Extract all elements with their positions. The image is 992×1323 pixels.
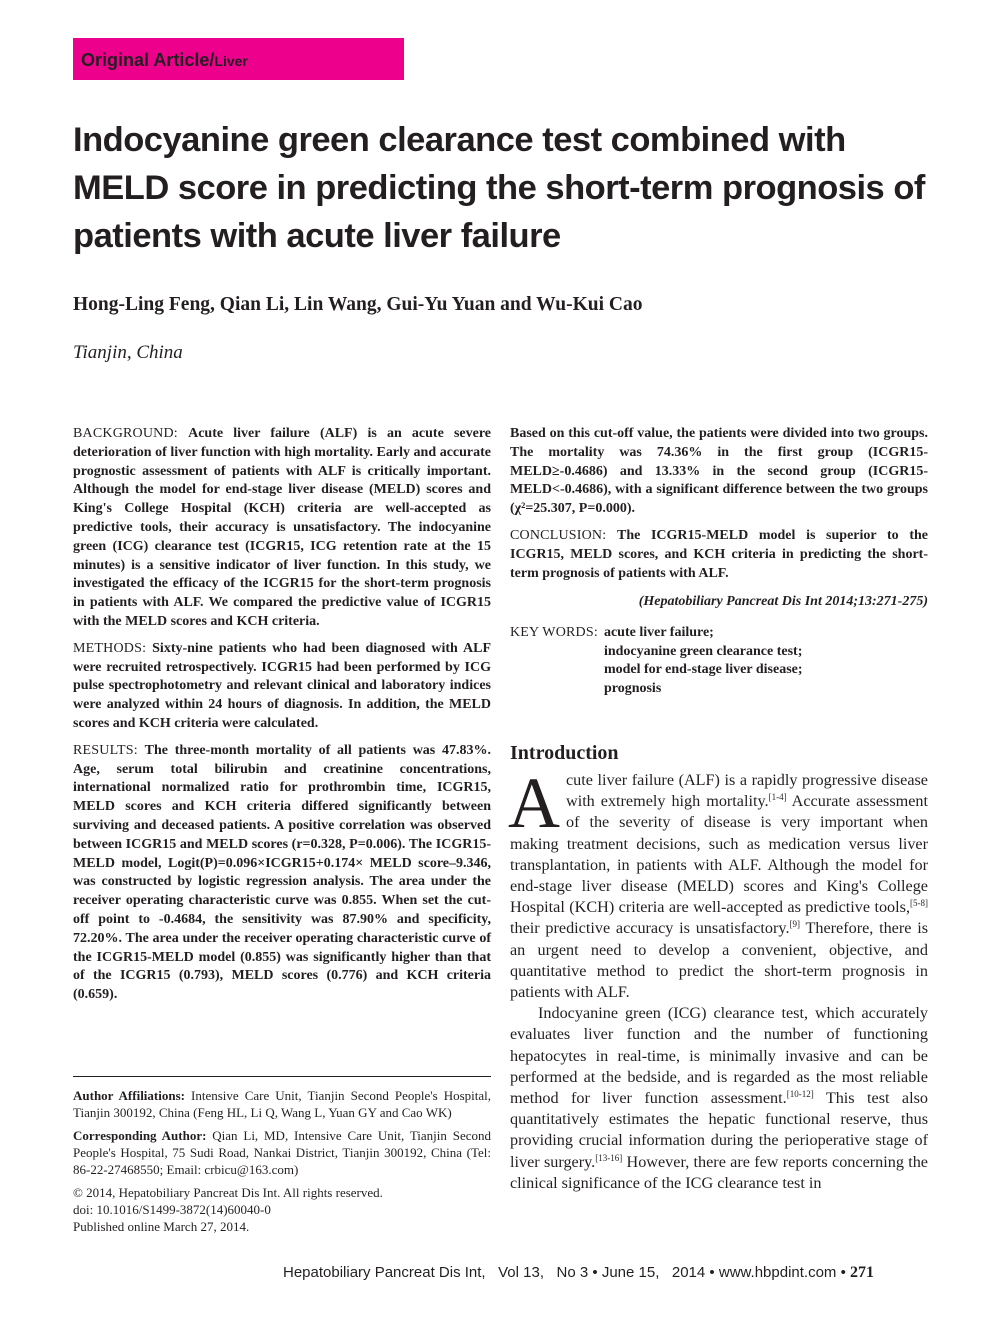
- abstract-right-column: [510, 425, 928, 699]
- keyword-item: prognosis: [603, 680, 662, 696]
- abstract-conclusion: [510, 527, 928, 583]
- affiliations-block: [73, 1087, 491, 1235]
- intro-text: their predictive accuracy is unsatisfactory.: [510, 919, 790, 938]
- keyword-item: acute liver failure;: [603, 625, 714, 641]
- section-tag-main: Original Article: [81, 50, 210, 70]
- section-tag: [73, 38, 404, 80]
- section-tag-separator: /: [209, 50, 215, 70]
- footer-bullet: •: [840, 1264, 846, 1281]
- affiliation-divider: [73, 1076, 491, 1077]
- author-list: Hong-Ling Feng, Qian Li, Lin Wang, Gui-Yu Yuan and Wu-Kui Cao: [73, 294, 643, 315]
- introduction-heading: Introduction: [510, 742, 619, 764]
- published-line: Published online March 27, 2014.: [73, 1219, 250, 1234]
- reference-link[interactable]: [10-12]: [786, 1089, 814, 1100]
- conclusion-text: The ICGR15-MELD model is superior to the ICGR15, MELD scores, and KCH criteria in predicting the short-term prognosis of patients with ALF.: [510, 527, 928, 581]
- background-text: Acute liver failure (ALF) is an acute severe deterioration of liver function with high mortality. Early and accurate prognostic assessment of patients with ALF is critically important. Although the model for end-stage liver disease (MELD) scores and King's College Hospital (KCH) criteria are well-accepted as predictive tools, their accuracy is unsatisfactory. The indocyanine green (ICG) clearance test (ICGR15, ICG retention rate at the 15 minutes) is a sensitive indicator of liver function. In this study, we investigated the efficacy of the ICGR15 for the short-term prognosis in patients with ALF. We compared the predictive value of ICGR15 with the MELD scores and KCH criteria.: [73, 426, 492, 629]
- footer-date: June 15,: [601, 1264, 660, 1281]
- abstract-methods: [73, 640, 491, 734]
- results-label: RESULTS:: [73, 742, 138, 758]
- section-tag-sub: Liver: [214, 53, 248, 69]
- abstract-background: [73, 425, 491, 632]
- doi-line[interactable]: doi: 10.1016/S1499-3872(14)60040-0: [73, 1202, 271, 1217]
- methods-text: Sixty-nine patients who had been diagnosed with ALF were recruited retrospectively. ICGR15 had been performed by ICG pulse spectrophotometry and relevant clinical and laboratory indices were analyzed within 24 hours of diagnosis. In addition, the MELD scores and KCH criteria were calculated.: [73, 640, 492, 731]
- methods-label: METHODS:: [73, 640, 147, 656]
- corresponding-label: Corresponding Author:: [73, 1128, 207, 1143]
- footer-journal: Hepatobiliary Pancreat Dis Int,: [283, 1264, 486, 1281]
- intro-paragraph-1: [508, 763, 928, 1003]
- corresponding-author: [73, 1127, 491, 1178]
- reference-link[interactable]: [13-16]: [595, 1152, 623, 1163]
- footer-url[interactable]: www.hbpdint.com: [718, 1264, 837, 1281]
- footer-bullet: •: [592, 1264, 598, 1281]
- results-text: The three-month mortality of all patients was 47.83%. Age, serum total bilirubin and creatinine concentrations, international normalized ratio for prothrombin time, ICGR15, MELD scores and KCH criteria differed significantly between surviving and deceased patients. A positive correlation was observed between ICGR15 and MELD scores (r=0.328, P=0.006). The ICGR15-MELD model, Logit(P)=0.096×ICGR15+0.174× MELD score–9.346, was constructed by logistic regression analysis. The area under the receiver operating characteristic curve was 0.855. When set the cut-off point to -0.4684, the sensitivity was 87.90% and specificity, 72.20%. The area under the receiver operating characteristic curve of the ICGR15-MELD model (0.855) was significantly higher than that of the ICGR15 (0.793), MELD scores (0.776) and KCH criteria (0.659).: [73, 742, 491, 1003]
- footer-volume: Vol 13,: [498, 1264, 544, 1281]
- intro-paragraph-2: [510, 1003, 928, 1194]
- keywords-label: KEY WORDS:: [510, 625, 598, 641]
- copyright-line: © 2014, Hepatobiliary Pancreat Dis Int. All rights reserved.: [73, 1185, 383, 1200]
- background-label: BACKGROUND:: [73, 426, 178, 441]
- drop-cap: A: [508, 763, 560, 843]
- keywords: [510, 624, 928, 698]
- abstract-results: [73, 742, 491, 1005]
- intro-text: cute liver failure (ALF) is a rapidly progressive disease with extremely high mortality.: [566, 771, 928, 811]
- journal-citation: (Hepatobiliary Pancreat Dis Int 2014;13:271-275): [638, 594, 928, 610]
- abstract-left-column: [73, 425, 491, 1013]
- intro-text: Indocyanine green (ICG) clearance test, which accurately evaluates liver function and the number of functioning hepatocytes in real-time, is minimally invasive and can be performed at the bedside, and is regarded as the most reliable method for liver function assessment.: [510, 1004, 928, 1108]
- keywords-list: [604, 624, 803, 698]
- results-continued: Based on this cut-off value, the patients were divided into two groups. The mortality was 74.36% in the first group (ICGR15-MELD≥-0.4686) and 13.33% in the second group (ICGR15-MELD<-0.4686), with a significant difference between the two groups (χ²=25.307, P=0.000).: [510, 426, 928, 517]
- corresponding-text: Qian Li, MD, Intensive Care Unit, Tianjin Second People's Hospital, 75 Sudi Road, Nankai District, Tianjin 300192, China (Tel: 86-22-27468550; Email: crbicu@163.com): [73, 1128, 492, 1177]
- page-footer: [283, 1264, 874, 1282]
- intro-text: Accurate assessment of the severity of disease is very important when making treatment decisions, such as medication versus liver transplantation, in patients with ALF. Although the model for end-stage liver disease (MELD) scores and King's College Hospital (KCH) criteria are well-accepted as predictive tools,: [510, 792, 928, 917]
- footer-issue: No 3: [556, 1264, 589, 1281]
- author-affiliations: [73, 1087, 491, 1121]
- reference-link[interactable]: [9]: [789, 919, 801, 930]
- conclusion-label: CONCLUSION:: [510, 527, 607, 543]
- author-location: Tianjin, China: [73, 342, 183, 363]
- reference-link[interactable]: [5-8]: [910, 898, 928, 909]
- intro-text: Therefore, there is an urgent need to develop a convenient, objective, and quantitative method to predict the short-term prognosis in patients with ALF.: [510, 919, 928, 1002]
- affiliations-label: Author Affiliations:: [73, 1088, 185, 1103]
- reference-link[interactable]: [1-4]: [768, 792, 787, 803]
- intro-text: However, there are few reports concerning the clinical significance of the ICG clearance test in: [510, 1152, 928, 1192]
- introduction-body: [508, 763, 928, 1194]
- keyword-item: indocyanine green clearance test;: [603, 643, 803, 659]
- page-number: 271: [850, 1264, 875, 1281]
- intro-text: This test also quantitatively estimates the hepatic functional reserve, thus providing crucial information during the perioperative stage of liver surgery.: [510, 1089, 928, 1171]
- footer-bullet: •: [709, 1264, 715, 1281]
- footer-year: 2014: [671, 1264, 706, 1281]
- article-title: Indocyanine green clearance test combined with MELD score in predicting the short-term prognosis of patients with acute liver failure: [73, 121, 925, 255]
- keyword-item: model for end-stage liver disease;: [603, 662, 803, 678]
- affiliations-text: Intensive Care Unit, Tianjin Second People's Hospital, Tianjin 300192, China (Feng HL, Li Q, Wang L, Yuan GY and Cao WK): [73, 1088, 492, 1120]
